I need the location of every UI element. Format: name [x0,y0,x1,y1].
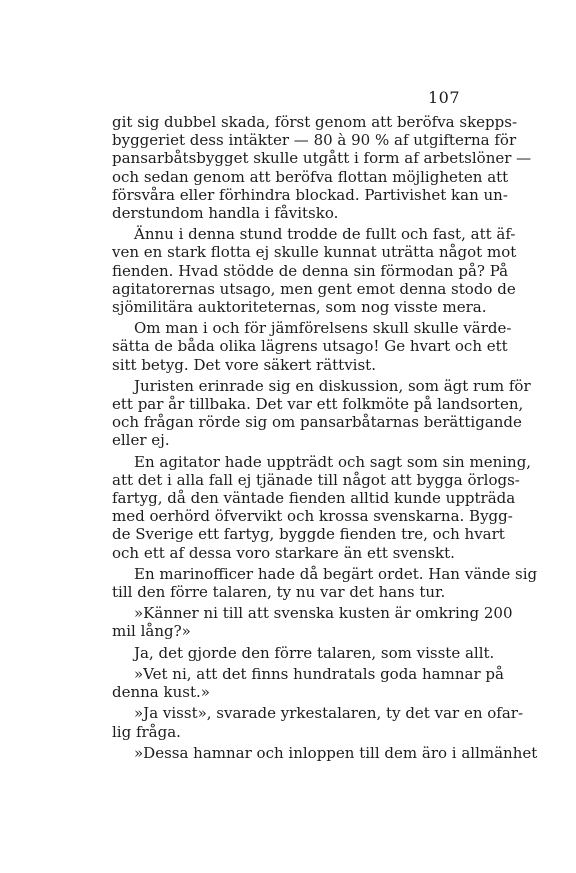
text-line: En marinofficer hade då begärt ordet. Han vände sig [134,564,538,583]
text-line: git sig dubbel skada, först genom att beröfva skepps- [112,113,518,131]
text-line: till den förre talaren, ty nu var det hans tur. [112,583,446,602]
text-line: och sedan genom att beröfva flottan möjligheten att [112,167,509,186]
text-line: eller ej. [112,431,170,450]
text-line: sätta de båda olika lägrens utsago! Ge hvart och ett [112,337,508,356]
text-line: att det i alla fall ej tjänade till något att bygga örlogs- [112,470,520,489]
text-line: »Ja visst», svarade yrkestalaren, ty det var en ofar- [134,704,524,723]
text-line: lig fråga. [112,722,181,741]
text-line: Om man i och för jämförelsens skull skulle värde- [134,319,512,338]
text-line: denna kust.» [112,683,210,702]
text-line: byggeriet dess intäkter — 80 à 90 % af utgifterna för [112,131,517,150]
text-line: ett par år tillbaka. Det var ett folkmöte på landsorten, [112,395,524,414]
text-line: fartyg, då den väntade fienden alltid kunde uppträda [112,489,516,508]
page-number: 107 [428,88,461,107]
text-line: »Dessa hamnar och inloppen till dem äro i allmänhet [134,743,538,762]
text-line: de Sverige ett fartyg, byggde fienden tre, och hvart [112,525,505,544]
text-line: agitatorernas utsago, men gent emot denna stodo de [112,279,516,298]
text-line: derstundom handla i fåvitsko. [112,204,339,223]
text-line: sjömilitära auktoriteternas, som nog visste mera. [112,298,487,317]
text-line: mil lång?» [112,622,191,641]
text-line: Ännu i denna stund trodde de fullt och fast, att äf- [134,225,516,244]
text-line: Ja, det gjorde den förre talaren, som visste allt. [134,643,495,662]
text-line: försvåra eller förhindra blockad. Partivishet kan un- [112,185,508,204]
text-line: »Vet ni, att det finns hundratals goda hamnar på [134,664,504,683]
text-line: ven en stark flotta ej skulle kunnat uträtta något mot [112,243,517,262]
text-line: pansarbåtsbygget skulle utgått i form af arbetslöner — [112,149,532,168]
text-line: »Känner ni till att svenska kusten är omkring 200 [134,604,513,623]
text-line: med oerhörd öfvervikt och krossa svenskarna. Bygg- [112,507,513,526]
body-text [112,113,538,762]
text-line: och frågan rörde sig om pansarbåtarnas berättigande [112,413,522,432]
text-line: En agitator hade uppträdt och sagt som sin mening, [134,452,532,471]
text-line: sitt betyg. Det vore säkert rättvist. [112,355,376,374]
text-line: och ett af dessa voro starkare än ett svenskt. [112,543,455,562]
text-line: Juristen erinrade sig en diskussion, som ägt rum för [134,376,531,395]
text-line: fienden. Hvad stödde de denna sin förmodan på? På [112,261,509,280]
